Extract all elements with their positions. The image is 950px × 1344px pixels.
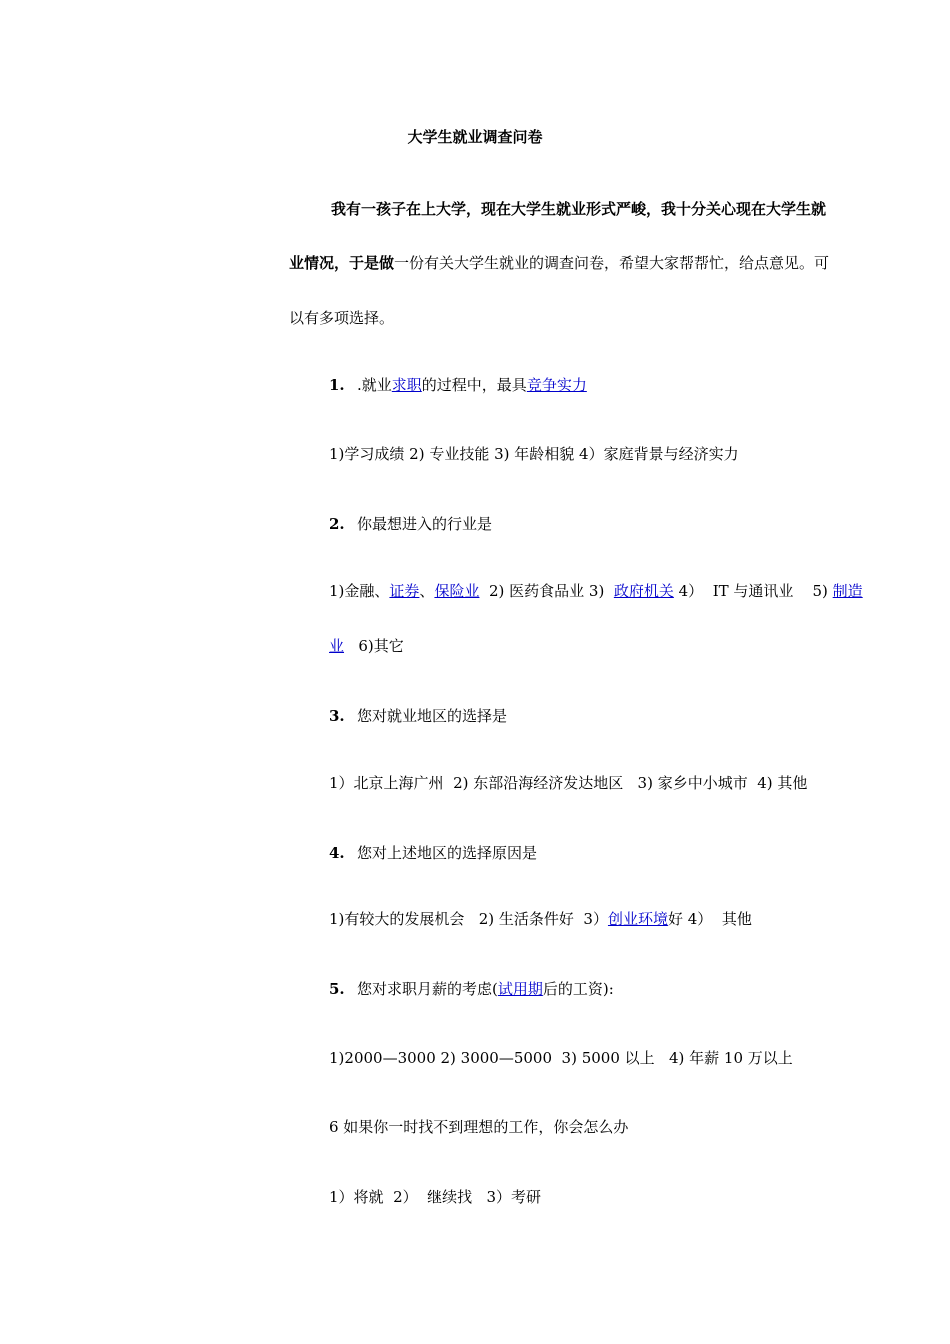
question-6: 6 如果你一时找不到理想的工作，你会怎么办 (329, 1118, 629, 1136)
intro-line-1: 我有一孩子在上大学，现在大学生就业形式严峻，我十分关心现在大学生就 (331, 200, 827, 218)
question-2-options (329, 580, 863, 601)
question-text: 的过程中，最具 (421, 376, 527, 394)
question-number: 3. (329, 707, 345, 725)
option-text: 好 4） 其他 (667, 910, 752, 928)
question-2-options-cont (329, 635, 404, 656)
question-text: 您对求职月薪的考虑( (357, 980, 498, 998)
option-text: 2) 医药食品业 3) (479, 582, 614, 600)
intro-line-3: 以有多项选择。 (289, 309, 395, 327)
page-title: 大学生就业调查问卷 (407, 128, 543, 146)
link-zhizaoye[interactable]: 制造 (832, 582, 863, 600)
question-number: 1. (329, 376, 345, 394)
intro-line-2-rest: 一份有关大学生就业的调查问卷，希望大家帮帮忙，给点意见。可 (394, 254, 830, 272)
link-qiuzhi[interactable]: 求职 (391, 376, 422, 394)
link-chuangye-huanjing[interactable]: 创业环境 (607, 910, 668, 928)
question-2 (329, 513, 492, 534)
question-1 (329, 374, 587, 395)
question-number: 5. (329, 980, 345, 998)
question-1-options: 1)学习成绩 2) 专业技能 3) 年龄相貌 4）家庭背景与经济实力 (329, 445, 739, 463)
option-text: 、 (419, 582, 435, 600)
intro-line-2-bold: 业情况，于是做 (289, 254, 395, 272)
link-zhengfu-jiguan[interactable]: 政府机关 (613, 582, 674, 600)
option-text: 6)其它 (344, 637, 404, 655)
question-5 (329, 978, 614, 999)
option-text: 4） IT 与通讯业 5) (673, 582, 833, 600)
question-number: 2. (329, 515, 345, 533)
question-text: 你最想进入的行业是 (357, 515, 493, 533)
intro-line-2 (289, 252, 881, 273)
question-text: .就业 (357, 376, 392, 394)
option-text: 1)金融、 (329, 582, 390, 600)
question-number: 4. (329, 844, 345, 862)
question-text: 后的工资): (542, 980, 614, 998)
question-3-options: 1）北京上海广州 2) 东部沿海经济发达地区 3) 家乡中小城市 4) 其他 (329, 774, 808, 792)
question-text: 您对就业地区的选择是 (357, 707, 508, 725)
link-zhizaoye-cont[interactable]: 业 (329, 637, 345, 655)
link-baoxianye[interactable]: 保险业 (434, 582, 480, 600)
option-text: 1)有较大的发展机会 2) 生活条件好 3） (329, 910, 608, 928)
question-text: 您对上述地区的选择原因是 (357, 844, 538, 862)
question-5-options: 1)2000—3000 2) 3000—5000 3) 5000 以上 4) 年薪 10 万以上 (329, 1049, 793, 1067)
question-6-options: 1）将就 2） 继续找 3）考研 (329, 1188, 542, 1206)
link-jingzheng-shili[interactable]: 竞争实力 (526, 376, 587, 394)
question-3 (329, 705, 507, 726)
question-4 (329, 842, 537, 863)
question-4-options (329, 908, 752, 929)
link-shiyongqi[interactable]: 试用期 (497, 980, 543, 998)
link-zhengquan[interactable]: 证券 (389, 582, 420, 600)
